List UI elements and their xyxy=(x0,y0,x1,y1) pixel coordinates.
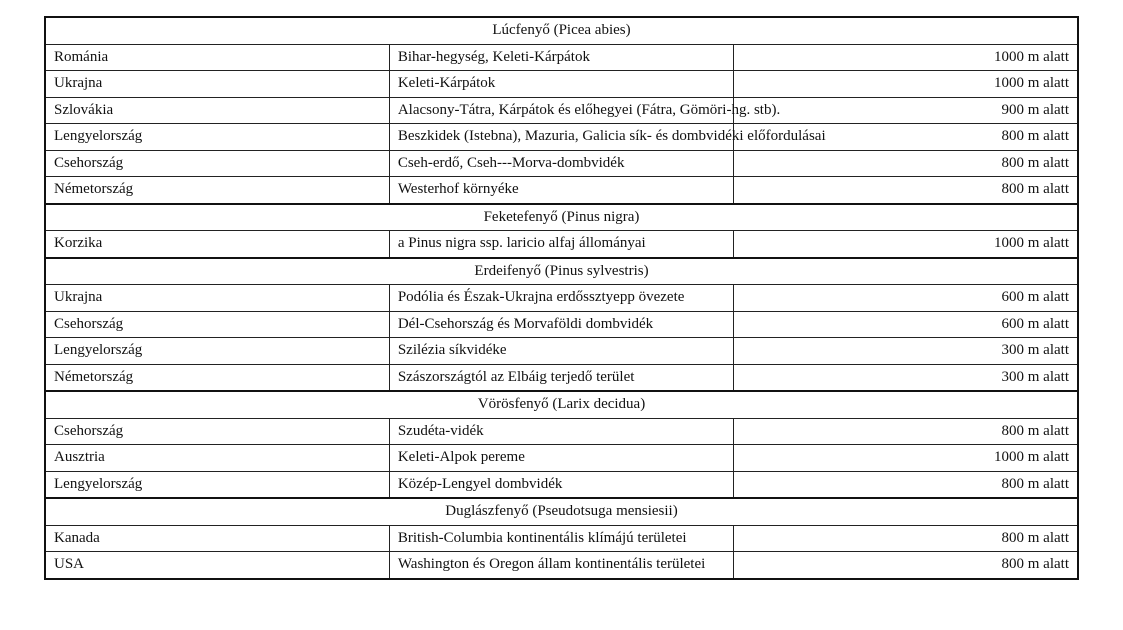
region-cell: Podólia és Észak-Ukrajna erdőssztyepp övezete xyxy=(389,285,733,312)
country-cell: Ukrajna xyxy=(45,71,389,98)
country-cell: Ukrajna xyxy=(45,285,389,312)
country-cell: Csehország xyxy=(45,150,389,177)
section-title: Duglászfenyő (Pseudotsuga mensiesii) xyxy=(45,498,1078,525)
altitude-cell: 300 m alatt xyxy=(734,338,1078,365)
section-header-row xyxy=(45,498,1078,525)
table-row xyxy=(45,311,1078,338)
altitude-cell: 800 m alatt xyxy=(734,150,1078,177)
table-row xyxy=(45,44,1078,71)
section-header-row xyxy=(45,17,1078,44)
table-row xyxy=(45,285,1078,312)
altitude-cell: 600 m alatt xyxy=(734,285,1078,312)
altitude-cell: 800 m alatt xyxy=(734,418,1078,445)
altitude-cell: 800 m alatt xyxy=(734,124,1078,151)
table-row xyxy=(45,97,1078,124)
table-row xyxy=(45,231,1078,258)
country-cell: Kanada xyxy=(45,525,389,552)
country-cell: Csehország xyxy=(45,418,389,445)
region-cell: Cseh-erdő, Cseh---Morva-dombvidék xyxy=(389,150,733,177)
altitude-cell: 800 m alatt xyxy=(734,177,1078,204)
region-cell: Szudéta-vidék xyxy=(389,418,733,445)
altitude-cell: 1000 m alatt xyxy=(734,71,1078,98)
altitude-cell: 300 m alatt xyxy=(734,364,1078,391)
country-cell: Csehország xyxy=(45,311,389,338)
altitude-cell: 1000 m alatt xyxy=(734,231,1078,258)
country-cell: Szlovákia xyxy=(45,97,389,124)
table-row xyxy=(45,177,1078,204)
region-cell: Keleti-Kárpátok xyxy=(389,71,733,98)
section-header-row xyxy=(45,204,1078,231)
species-altitude-table xyxy=(44,16,1079,580)
region-cell: Alacsony-Tátra, Kárpátok és előhegyei (Fátra, Gömöri-hg. stb). xyxy=(389,97,733,124)
region-cell: Westerhof környéke xyxy=(389,177,733,204)
country-cell: Németország xyxy=(45,364,389,391)
section-title: Lúcfenyő (Picea abies) xyxy=(45,17,1078,44)
altitude-cell: 600 m alatt xyxy=(734,311,1078,338)
table-row xyxy=(45,338,1078,365)
altitude-cell: 800 m alatt xyxy=(734,525,1078,552)
section-header-row xyxy=(45,391,1078,418)
table-row xyxy=(45,445,1078,472)
country-cell: Lengyelország xyxy=(45,471,389,498)
country-cell: Korzika xyxy=(45,231,389,258)
table-row xyxy=(45,525,1078,552)
region-cell: Szászországtól az Elbáig terjedő terület xyxy=(389,364,733,391)
section-title: Vörösfenyő (Larix decidua) xyxy=(45,391,1078,418)
table-row xyxy=(45,364,1078,391)
region-cell: Szilézia síkvidéke xyxy=(389,338,733,365)
altitude-cell: 800 m alatt xyxy=(734,471,1078,498)
table-row xyxy=(45,150,1078,177)
region-cell: Washington és Oregon állam kontinentális területei xyxy=(389,552,733,579)
section-title: Erdeifenyő (Pinus sylvestris) xyxy=(45,258,1078,285)
region-cell: Közép-Lengyel dombvidék xyxy=(389,471,733,498)
altitude-cell: 1000 m alatt xyxy=(734,445,1078,472)
country-cell: Lengyelország xyxy=(45,338,389,365)
country-cell: Románia xyxy=(45,44,389,71)
table-row xyxy=(45,552,1078,579)
region-cell: Bihar-hegység, Keleti-Kárpátok xyxy=(389,44,733,71)
country-cell: Németország xyxy=(45,177,389,204)
altitude-cell: 1000 m alatt xyxy=(734,44,1078,71)
table-row xyxy=(45,71,1078,98)
section-title: Feketefenyő (Pinus nigra) xyxy=(45,204,1078,231)
country-cell: Lengyelország xyxy=(45,124,389,151)
region-cell: British-Columbia kontinentális klímájú területei xyxy=(389,525,733,552)
table-row xyxy=(45,418,1078,445)
region-cell: Dél-Csehország és Morvaföldi dombvidék xyxy=(389,311,733,338)
altitude-cell: 800 m alatt xyxy=(734,552,1078,579)
region-cell: a Pinus nigra ssp. laricio alfaj állományai xyxy=(389,231,733,258)
region-cell: Keleti-Alpok pereme xyxy=(389,445,733,472)
altitude-cell: 900 m alatt xyxy=(734,97,1078,124)
table-body xyxy=(45,17,1078,579)
table-row xyxy=(45,124,1078,151)
country-cell: Ausztria xyxy=(45,445,389,472)
region-cell: Beszkidek (Istebna), Mazuria, Galicia sík- és dombvidéki előfordulásai xyxy=(389,124,733,151)
section-header-row xyxy=(45,258,1078,285)
country-cell: USA xyxy=(45,552,389,579)
table-row xyxy=(45,471,1078,498)
